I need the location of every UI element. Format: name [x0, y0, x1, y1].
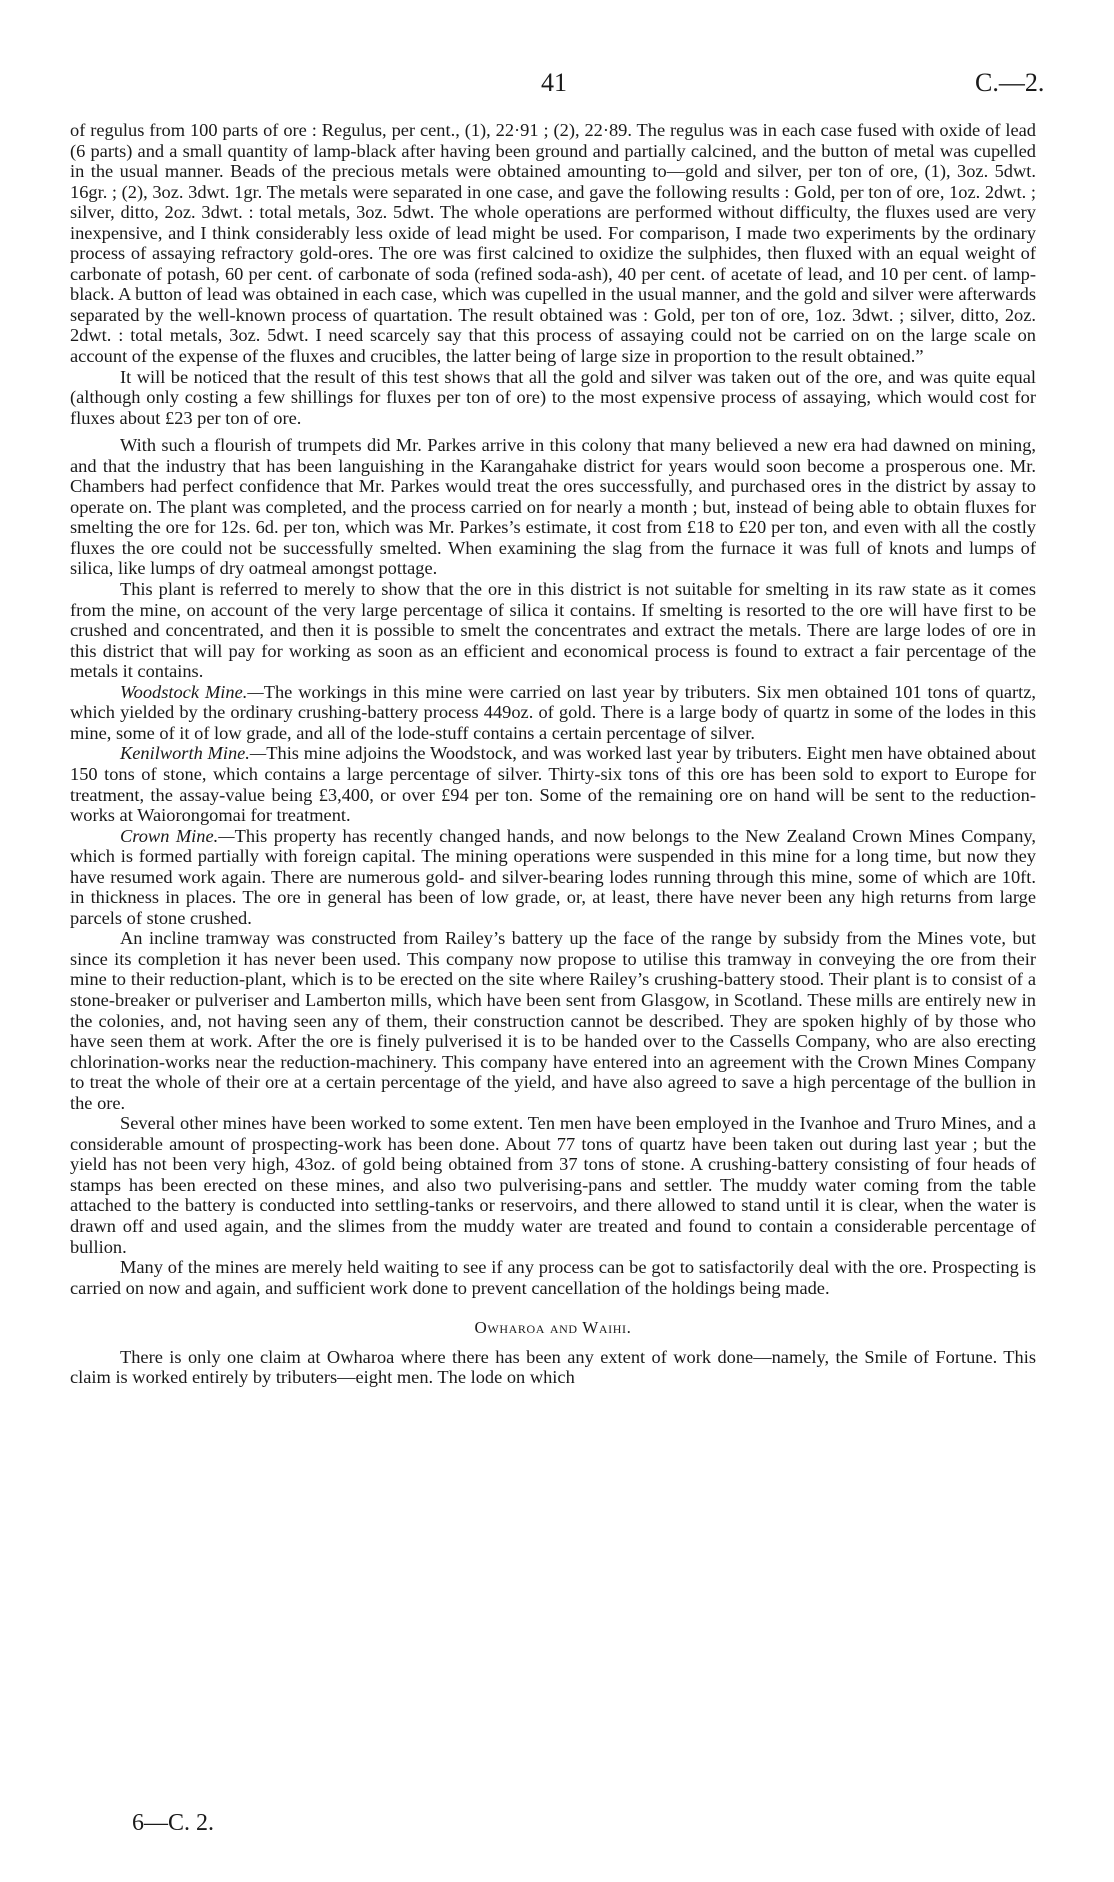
- crown-text: This property has recently changed hands, and now belongs to the New Zealand Crown Mines Company, which is formed partially with foreign capital. The mining operations were suspended in this mine for a long time, but now they have resumed work again. There are numerous gold- and silver-bearing lodes running through this mine, some of which are 10ft. in thickness in places. The ore in general has been of low grade, or, at least, there have never been any high returns from large parcels of stone crushed.: [70, 825, 1036, 928]
- paragraph-held-mines: Many of the mines are merely held waiting to see if any process can be got to satisfactorily deal with the ore. Prospecting is carried on now and again, and sufficient work done to prevent cancellation of the holdings being made.: [70, 1257, 1036, 1298]
- mine-name-woodstock: Woodstock Mine.—: [120, 681, 264, 702]
- paragraph-owharoa: There is only one claim at Owharoa where there has been any extent of work done—namely, the Smile of Fortune. This claim is worked entirely by tributers—eight men. The lode on which: [70, 1346, 1036, 1388]
- paragraph-parkes-arrival: With such a flourish of trumpets did Mr. Parkes arrive in this colony that many believed a new era had dawned on mining, and that the industry that has been languishing in the Karangahake district for years would soon become a prosperous one. Mr. Chambers had perfect confidence that Mr. Parkes would treat the ores successfully, and purchased ores in the district by assay to operate on. The plant was completed, and the process carried on for nearly a month ; but, instead of being able to obtain fluxes for smelting the ore for 12s. 6d. per ton, which was Mr. Parkes’s estimate, it cost from £18 to £20 per ton, and even with all the costly fluxes the ore could not be successfully smelted. When examining the slag from the furnace it was full of knots and lumps of silica, like lumps of dry oatmeal amongst pottage.: [70, 435, 1036, 579]
- paragraph-smelting-unsuitable: This plant is referred to merely to show that the ore in this district is not suitable for smelting in its raw state as it comes from the mine, on account of the very large percentage of silica it contains. If smelting is resorted to the ore will have first to be crushed and concentrated, and then it is possible to smelt the concentrates and extract the metals. There are large lodes of ore in this district that will pay for working as soon as an efficient and economical process is found to extract a fair percentage of the metals it contains.: [70, 579, 1036, 682]
- paragraph-assay-continuation: of regulus from 100 parts of ore : Regulus, per cent., (1), 22·91 ; (2), 22·89. The regulus was in each case fused with oxide of lead (6 parts) and a small quantity of lamp-black after having been ground and partially calcined, and the button of metal was cupelled in the usual manner. Beads of the precious metals were obtained amounting to—gold and silver, per ton of ore, (1), 3oz. 5dwt. 16gr. ; (2), 3oz. 3dwt. 1gr. The metals were separated in one case, and gave the following results : Gold, per ton of ore, 1oz. 2dwt. ; silver, ditto, 2oz. 3dwt. : total metals, 3oz. 5dwt. The whole operations are performed without difficulty, the fluxes used are very inexpensive, and I think considerably less oxide of lead might be used. For comparison, I made two experiments by the ordinary process of assaying refractory gold-ores. The ore was first calcined to oxidize the sulphides, then fluxed with an equal weight of carbonate of potash, 60 per cent. of carbonate of soda (refined soda-ash), 40 per cent. of acetate of lead, and 10 per cent. of lamp-black. A button of lead was obtained in each case, which was cupelled in the usual manner, and the gold and silver were afterwards separated by the well-known process of quartation. The result obtained was : Gold, per ton of ore, 1oz. 3dwt. ; silver, ditto, 2oz. 2dwt. : total metals, 3oz. 5dwt. I need scarcely say that this process of assaying could not be carried on on the large scale on account of the expense of the fluxes and crucibles, the latter being of large size in proportion to the result obtained.”: [70, 120, 1036, 367]
- paragraph-incline-tramway: An incline tramway was constructed from Railey’s battery up the face of the range by subsidy from the Mines vote, but since its completion it has never been used. This company now propose to utilise this tramway in conveying the ore from their mine to their reduction-plant, which is to be erected on the site where Railey’s crushing-battery stood. Their plant is to consist of a stone-breaker or pulveriser and Lamberton mills, which have been sent from Glasgow, in Scotland. These mills are entirely new in the colonies, and, not having seen any of them, their construction cannot be described. They are spoken highly of by those who have seen them at work. After the ore is finely pulverised it is to be handed over to the Cassells Company, who are also erecting chlorination-works near the reduction-machinery. This company have entered into an agreement with the Crown Mines Company to treat the whole of their ore at a certain percentage of the yield, and have also agreed to save a high percentage of the bullion in the ore.: [70, 928, 1036, 1113]
- page-code: C.—2.: [975, 68, 1045, 97]
- paragraph-kenilworth-mine: [70, 743, 1036, 825]
- section-heading-owharoa-waihi: Owharoa and Waihi.: [474, 1318, 632, 1338]
- paragraph-other-mines: Several other mines have been worked to some extent. Ten men have been employed in the Ivanhoe and Truro Mines, and a considerable amount of prospecting-work has been done. About 77 tons of quartz have been taken out during last year ; but the yield has not been very high, 43oz. of gold being obtained from 37 tons of stone. A crushing-battery consisting of four heads of stamps has been erected on these mines, and also two pulverising-pans and settler. The muddy water coming from the table attached to the battery is conducted into settling-tanks or reservoirs, and there allowed to stand until it is clear, when the water is drawn off and used again, and the slimes from the muddy water are treated and found to contain a considerable percentage of bullion.: [70, 1113, 1036, 1257]
- paragraph-crown-mine: [70, 826, 1036, 929]
- mine-name-kenilworth: Kenilworth Mine.—: [120, 743, 267, 764]
- woodstock-text: The workings in this mine were carried on last year by tributers. Six men obtained 101 tons of quartz, which yielded by the ordinary crushing-battery process 449oz. of gold. There is a large body of quartz in some of the lodes in this mine, some of it of low grade, and all of the lode-stuff contains a certain percentage of silver.: [70, 681, 1037, 743]
- paragraph-woodstock-mine: [70, 682, 1036, 744]
- page-number: 41: [541, 68, 567, 97]
- footer-signature: 6—C. 2.: [132, 1810, 215, 1836]
- paragraph-test-result: It will be noticed that the result of this test shows that all the gold and silver was taken out of the ore, and was quite equal (although only costing a few shillings for fluxes per ton of ore) to the most expensive process of assaying, which would cost for fluxes about £23 per ton of ore.: [70, 366, 1036, 428]
- mine-name-crown: Crown Mine.—: [120, 825, 235, 846]
- body-text: [70, 120, 1036, 1388]
- kenilworth-text: This mine adjoins the Woodstock, and was worked last year by tributers. Eight men have obtained about 150 tons of stone, which contains a large percentage of silver. Thirty-six tons of this ore has been sold to export to Europe for treatment, the assay-value being £3,400, or over £94 per ton. Some of the remaining ore on hand will be sent to the reduction-works at Waiorongomai for treatment.: [70, 743, 1036, 826]
